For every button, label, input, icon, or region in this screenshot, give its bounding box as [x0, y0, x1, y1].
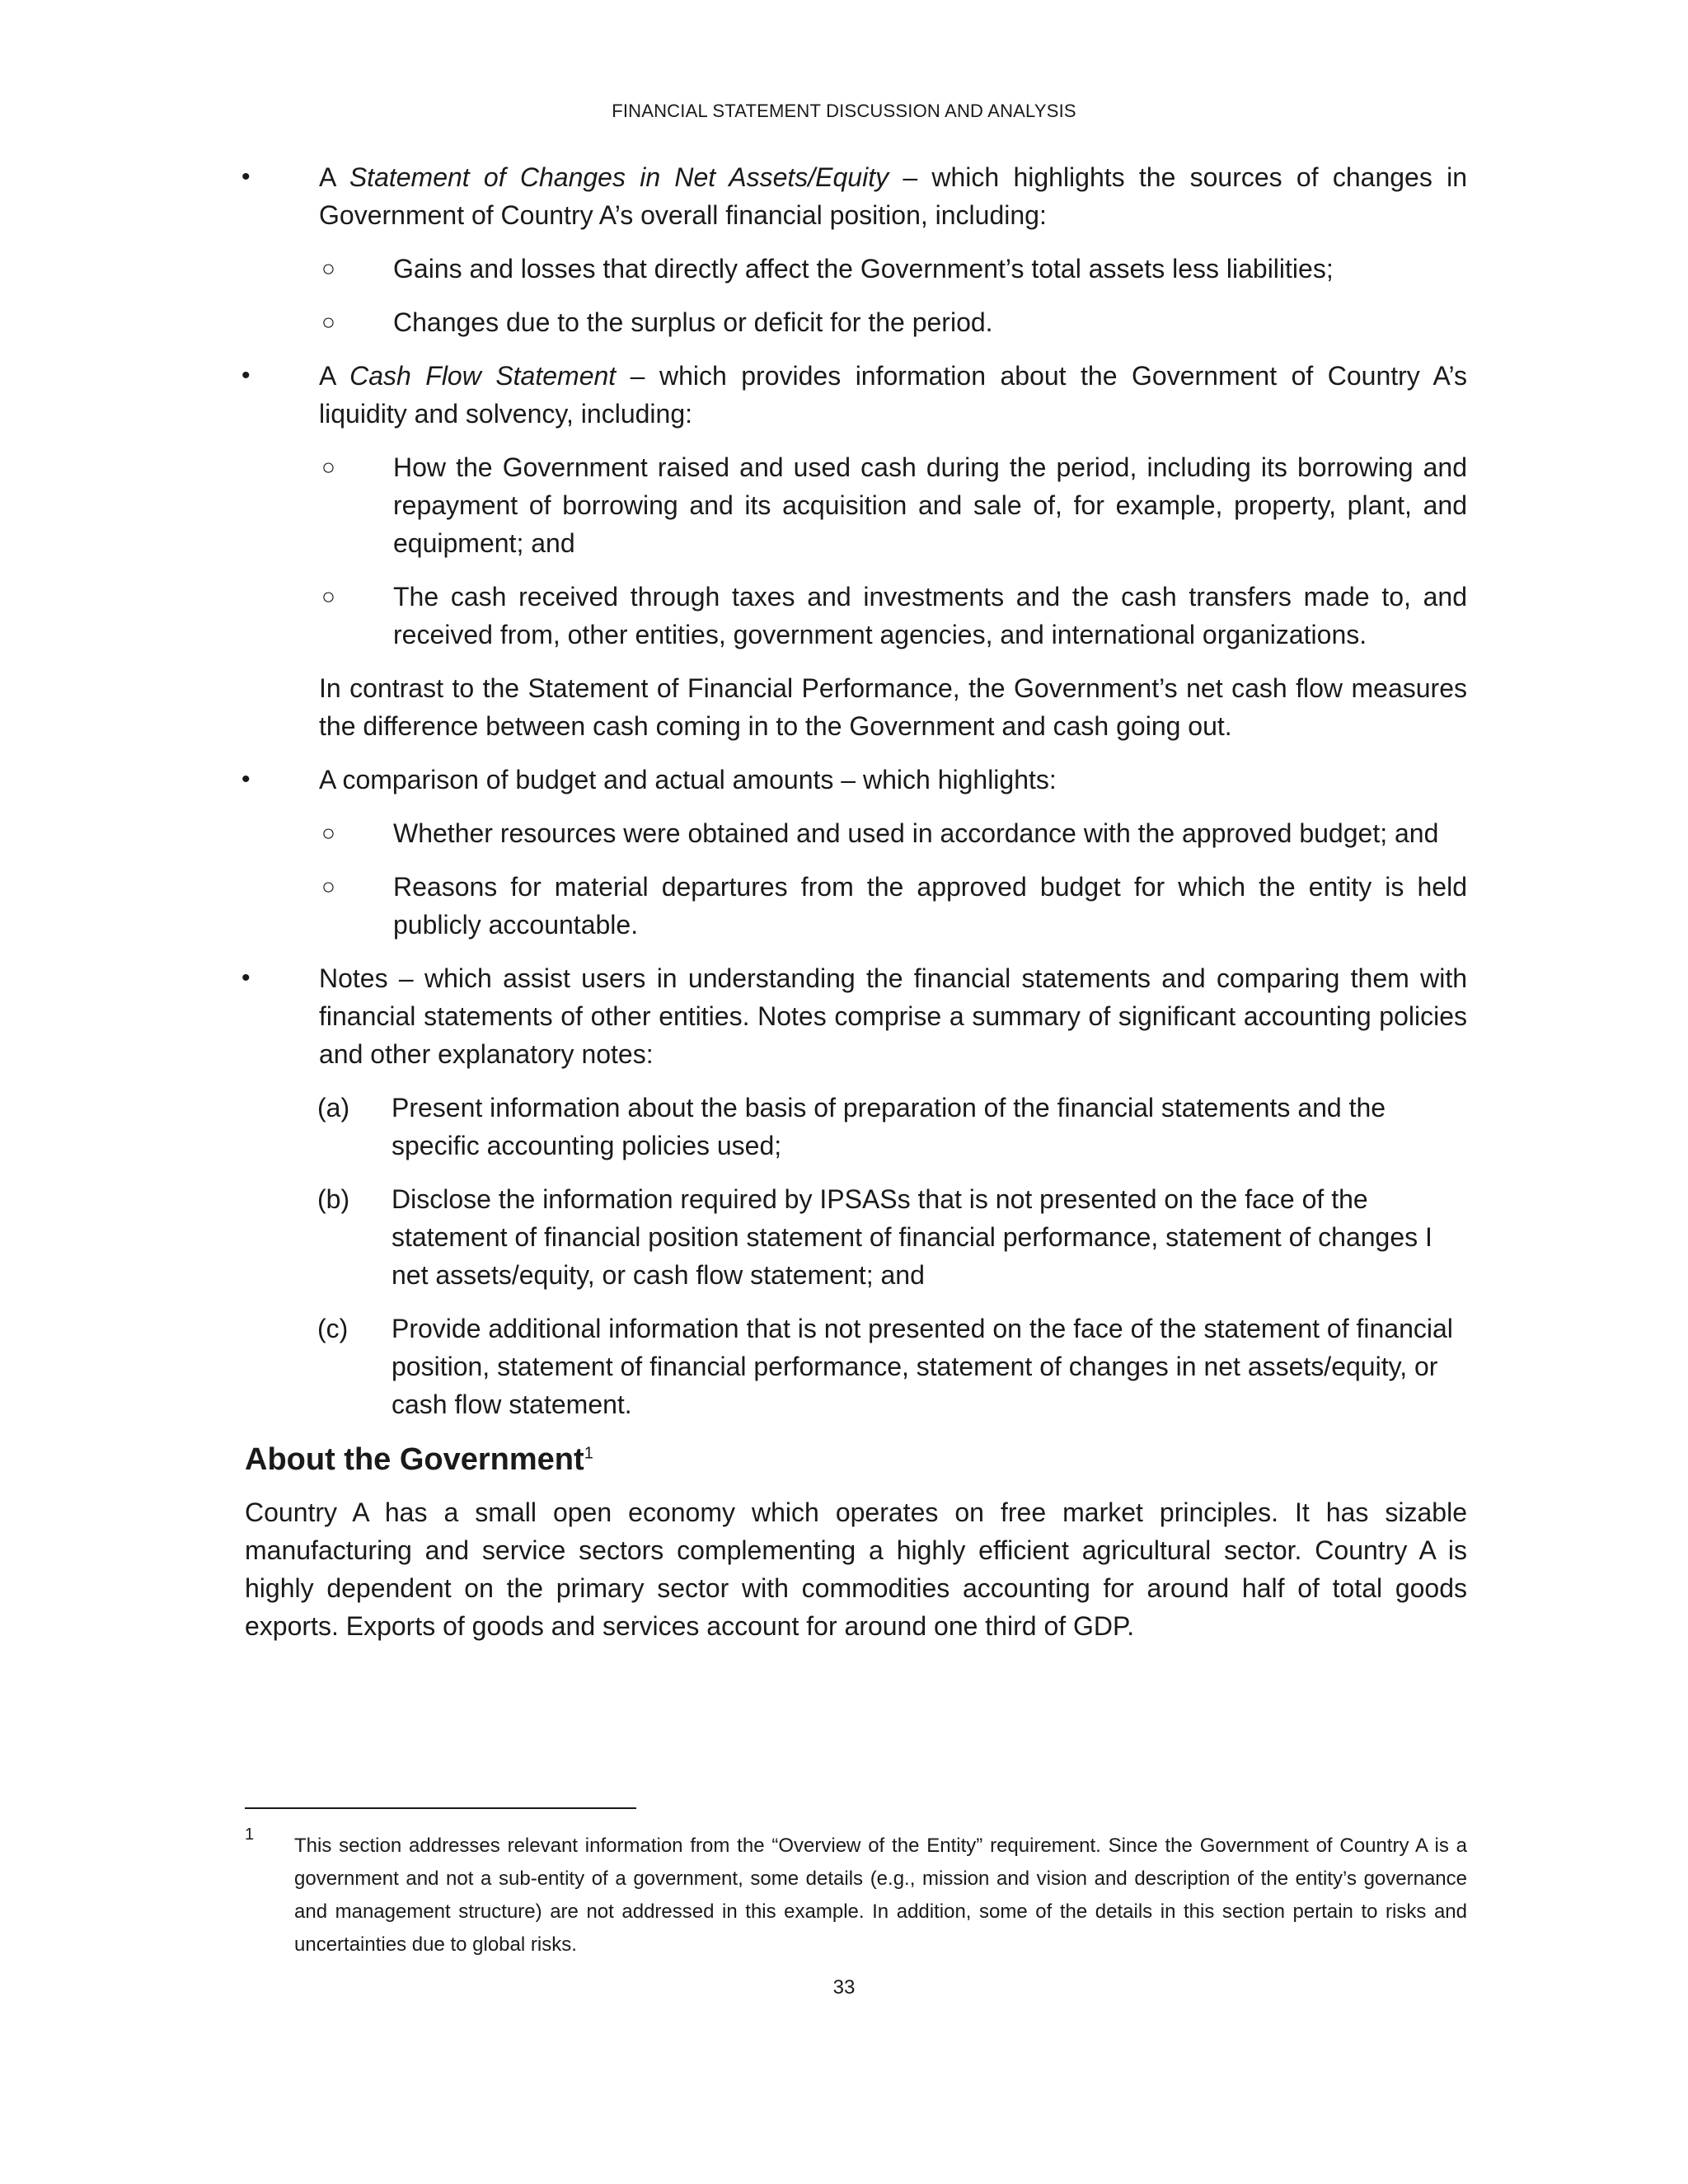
note-label: (a): [317, 1093, 350, 1122]
note-item-a: [245, 1089, 1467, 1165]
sub-item: [245, 303, 1467, 341]
footnote-text: This section addresses relevant information from the “Overview of the Entity” requirement. Since the Government of Country A is a government and not a sub-entity of a government, some details (e.g., mission and vision and description of the entity’s governance and management structure) are not addressed in this example. In addition, some of the details in this section pertain to risks and uncertainties due to global risks.: [294, 1835, 1467, 1956]
about-paragraph: Country A has a small open economy which operates on free market principles. It has sizable manufacturing and service sectors complementing a highly efficient agricultural sector. Country A is highly dependent on the primary sector with commodities accounting for around half of total goods exports. Exports of goods and services account for around one third of GDP.: [245, 1497, 1467, 1641]
sub-item: [245, 448, 1467, 562]
bullet-lead: A: [319, 162, 349, 192]
bullet-statement-of-changes: [241, 158, 1468, 234]
note-text: Provide additional information that is not presented on the face of the statement of financial position, statement of financial performance, statement of changes in net assets/equity, or cash flow statement.: [392, 1314, 1453, 1419]
bullet-cash-flow: [241, 357, 1468, 433]
sub-bullet-mark: ○: [321, 874, 335, 899]
cash-flow-contrast-paragraph: In contrast to the Statement of Financial Performance, the Government’s net cash flow measures the difference between cash coming in to the Government and cash going out.: [319, 673, 1467, 741]
sub-item: [245, 868, 1467, 944]
sub-bullet-mark: ○: [321, 583, 335, 609]
note-label: (c): [317, 1314, 349, 1343]
running-header: FINANCIAL STATEMENT DISCUSSION AND ANALYSIS: [612, 101, 1076, 121]
statement-title: Statement of Changes in Net Assets/Equity: [349, 162, 889, 192]
bullet-mark: •: [241, 766, 251, 793]
bullet-mark: •: [241, 362, 251, 389]
sub-item-text: Changes due to the surplus or deficit for the period.: [393, 307, 993, 337]
sub-item: [245, 814, 1467, 852]
main-content: [241, 158, 1468, 1645]
footnote-reference: 1: [584, 1444, 593, 1463]
footnote-divider: [245, 1807, 636, 1809]
sub-item: [245, 250, 1467, 288]
sub-item-text: Whether resources were obtained and used in accordance with the approved budget; and: [393, 818, 1439, 848]
sub-item-text: The cash received through taxes and investments and the cash transfers made to, and received from, other entities, government agencies, and international organizations.: [393, 582, 1467, 649]
sub-item-text: Reasons for material departures from the approved budget for which the entity is held publicly accountable.: [393, 872, 1467, 940]
bullet-text: – which highlights the sources of changes in Government of Country A’s overall financial position, including:: [319, 162, 1468, 230]
bullet-mark: •: [241, 163, 251, 190]
sub-bullet-mark: ○: [321, 309, 335, 335]
sub-bullet-mark: ○: [321, 454, 335, 480]
sub-bullet-mark: ○: [321, 255, 335, 281]
note-item-c: [245, 1310, 1467, 1423]
bullet-budget-comparison: [241, 761, 1467, 799]
sub-item-text: How the Government raised and used cash during the period, including its borrowing and repayment of borrowing and its acquisition and sale of, for example, property, plant, and equipment; and: [393, 452, 1467, 558]
sub-bullet-mark: ○: [321, 820, 335, 846]
footnote-number: 1: [245, 1825, 255, 1844]
note-text: Present information about the basis of preparation of the financial statements and the specific accounting policies used;: [392, 1093, 1386, 1160]
bullet-text: – which provides information about the Government of Country A’s liquidity and solvency, including:: [319, 361, 1468, 429]
section-heading: [245, 1439, 1467, 1480]
note-item-b: [245, 1180, 1467, 1294]
bullet-text: A comparison of budget and actual amounts – which highlights:: [319, 765, 1057, 794]
statement-title: Cash Flow Statement: [349, 361, 617, 391]
bullet-text: Notes – which assist users in understanding the financial statements and comparing them with financial statements of other entities. Notes comprise a summary of significant accounting policies and other explanatory notes:: [319, 963, 1467, 1069]
bullet-lead: A: [319, 361, 350, 391]
note-text: Disclose the information required by IPSASs that is not presented on the face of the statement of financial position statement of financial performance, statement of changes I net assets/equity, or cash flow statement; and: [392, 1184, 1432, 1290]
page-number: 33: [832, 1976, 856, 1999]
section-heading-text: About the Government: [245, 1442, 584, 1477]
sub-item: [245, 578, 1467, 654]
bullet-mark: •: [241, 964, 251, 991]
footnote: [245, 1823, 1467, 1961]
note-label: (b): [317, 1184, 350, 1214]
sub-item-text: Gains and losses that directly affect the Government’s total assets less liabilities;: [393, 254, 1334, 284]
bullet-notes: [241, 959, 1467, 1073]
